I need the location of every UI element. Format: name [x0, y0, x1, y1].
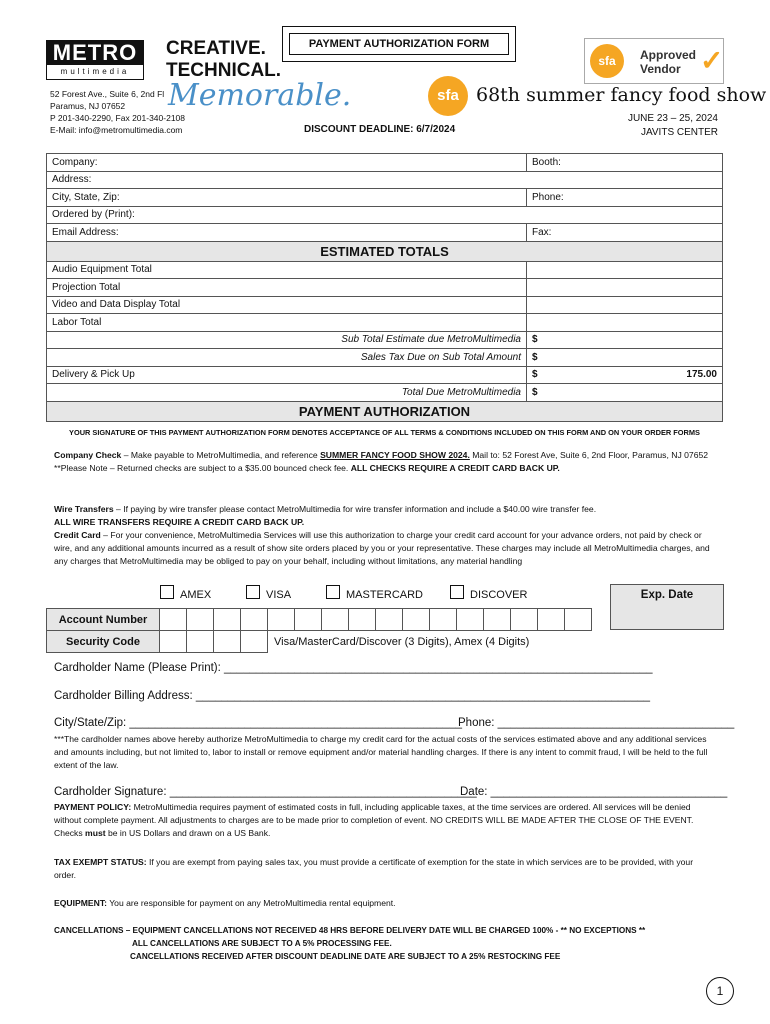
- currency-symbol: $: [532, 386, 538, 398]
- cardholder-name-field[interactable]: Cardholder Name (Please Print): ___________________________________________________________________: [54, 662, 653, 674]
- company-address: [50, 88, 185, 136]
- logo-text: METRO: [47, 41, 143, 65]
- tagline-line1: CREATIVE.: [166, 38, 266, 59]
- mastercard-option[interactable]: [326, 585, 423, 601]
- cancellation-policy: [54, 924, 716, 963]
- cancellation-line1: CANCELLATIONS – EQUIPMENT CANCELLATIONS NOT RECEIVED 48 HRS BEFORE DELIVERY DATE WILL BE CHARGED 100% - ** NO EXCEPTIONS **: [54, 926, 646, 935]
- mastercard-label: MASTERCARD: [346, 589, 424, 601]
- exp-date-field[interactable]: [610, 584, 724, 630]
- sfa-small-logo: sfa: [590, 44, 624, 78]
- amex-checkbox[interactable]: [160, 585, 174, 599]
- logo-subtext: multimedia: [60, 67, 130, 76]
- wire-transfer-paragraph: [54, 503, 716, 568]
- check-note-bold: ALL CHECKS REQUIRE A CREDIT CARD BACK UP.: [350, 463, 560, 473]
- exp-date-label: Exp. Date: [640, 589, 694, 601]
- equipment-label: EQUIPMENT:: [54, 898, 107, 908]
- fax-field[interactable]: [527, 224, 723, 242]
- security-digit[interactable]: [241, 631, 268, 653]
- account-digit[interactable]: [376, 609, 403, 631]
- security-digit[interactable]: [214, 631, 241, 653]
- tax-exempt-label: TAX EXEMPT STATUS:: [54, 857, 147, 867]
- account-digit[interactable]: [484, 609, 511, 631]
- currency-symbol: $: [532, 369, 538, 381]
- company-check-paragraph: [54, 449, 716, 475]
- equipment-text: You are responsible for payment on any MetroMultimedia rental equipment.: [107, 898, 396, 908]
- currency-symbol: $: [532, 334, 538, 346]
- account-digit[interactable]: [187, 609, 214, 631]
- mastercard-checkbox[interactable]: [326, 585, 340, 599]
- city-state-zip-label: City, State, Zip:: [52, 191, 120, 203]
- account-number-table: [46, 608, 592, 653]
- account-digit[interactable]: [322, 609, 349, 631]
- account-digit[interactable]: [214, 609, 241, 631]
- show-venue: JAVITS CENTER: [640, 127, 718, 138]
- signature-date-field[interactable]: Date: _____________________________________: [460, 786, 728, 798]
- tax-exempt-status: [54, 856, 716, 882]
- form-title: PAYMENT AUTHORIZATION FORM: [289, 33, 509, 55]
- account-digit[interactable]: [241, 609, 268, 631]
- check-note: **Please Note – Returned checks are subject to a $35.00 bounced check fee.: [54, 463, 351, 473]
- company-label: Company:: [52, 156, 98, 168]
- account-digit[interactable]: [403, 609, 430, 631]
- delivery-value[interactable]: [527, 366, 723, 384]
- video-total-label: Video and Data Display Total: [47, 296, 527, 314]
- estimated-totals-heading: ESTIMATED TOTALS: [47, 241, 723, 261]
- wire-bold: ALL WIRE TRANSFERS REQUIRE A CREDIT CARD BACK UP.: [54, 517, 305, 527]
- check-label: Company Check: [54, 450, 122, 460]
- account-digit[interactable]: [349, 609, 376, 631]
- payment-policy-must: must: [85, 828, 106, 838]
- subtotal-label: Sub Total Estimate due MetroMultimedia: [47, 331, 527, 349]
- total-due-label: Total Due MetroMultimedia: [47, 384, 527, 402]
- authorization-statement: ***The cardholder names above hereby authorize MetroMultimedia to charge my credit card for the actual costs of the services estimated above and any additional services and amounts including, but not limited to, labor to install or remove equipment and/or material handling charges. If there is any intent to commit fraud, I will be held to the full extent of the law.: [54, 734, 708, 770]
- page-number: 1: [706, 977, 734, 1005]
- tagline-line2: TECHNICAL.: [166, 60, 282, 81]
- approved-line2: Vendor: [640, 62, 681, 76]
- city-state-zip-field[interactable]: [47, 189, 527, 207]
- order-table: [46, 153, 723, 422]
- ordered-by-field[interactable]: [47, 206, 723, 224]
- credit-card-text: – For your convenience, MetroMultimedia Services will use this authorization to charge your credit card account for your advance orders, not paid by check or wire, and any additional amounts incurred as a result of show site orders placed by you or your representative. These charges may include all MetroMultimedia charges, and any charges that MetroMultimedia may be obliged to pay on your behalf, including without limitations, any material handling: [54, 530, 710, 566]
- cardholder-billing-field[interactable]: Cardholder Billing Address: _______________________________________________________________________: [54, 690, 651, 702]
- approved-vendor-text: [640, 48, 696, 76]
- tax-exempt-text: If you are exempt from paying sales tax, you must provide a certificate of exemption for the state in which services are to be provided, with your order.: [54, 857, 694, 880]
- account-digit[interactable]: [268, 609, 295, 631]
- discover-option[interactable]: [450, 585, 527, 601]
- show-title: 68th summer fancy food show: [476, 84, 767, 106]
- form-title-box: [282, 26, 516, 62]
- account-digit[interactable]: [430, 609, 457, 631]
- show-date-range: JUNE 23 – 25, 2024: [627, 113, 718, 124]
- payment-policy-text: MetroMultimedia requires payment of estimated costs in full, including applicable taxes, at the time services are ordered. All services will be denied without complete payment. All adjustments to charges are to be made prior to completion of event. NO CREDITS WILL BE MADE AFTER THE CLOSE OF THE EVENT. Checks: [54, 802, 694, 838]
- company-field[interactable]: [47, 154, 527, 172]
- payment-policy-label: PAYMENT POLICY:: [54, 802, 132, 812]
- discover-checkbox[interactable]: [450, 585, 464, 599]
- equipment-policy: [54, 897, 716, 910]
- account-digit[interactable]: [295, 609, 322, 631]
- cardholder-city-field[interactable]: City/State/Zip: ____________________________________________________: [54, 717, 462, 729]
- currency-symbol: $: [532, 351, 538, 363]
- approved-line1: Approved: [640, 48, 697, 62]
- check-text: – Make payable to MetroMultimedia, and reference: [121, 450, 321, 460]
- email-label: Email Address:: [52, 226, 119, 238]
- total-due-value[interactable]: [527, 384, 723, 402]
- security-digit[interactable]: [187, 631, 214, 653]
- labor-total-value[interactable]: [527, 314, 723, 332]
- booth-field[interactable]: [527, 154, 723, 172]
- payment-policy: [54, 801, 716, 840]
- ordered-by-label: Ordered by (Print):: [52, 209, 135, 221]
- labor-total-label: Labor Total: [47, 314, 527, 332]
- cardholder-phone-field[interactable]: Phone: _____________________________________: [458, 717, 735, 729]
- acceptance-notice: YOUR SIGNATURE OF THIS PAYMENT AUTHORIZATION FORM DENOTES ACCEPTANCE OF ALL TERMS & CONDITIONS INCLUDED ON THIS FORM AND ON YOUR ORDER FORMS: [69, 428, 700, 437]
- address-line2: Paramus, NJ 07652: [50, 101, 126, 111]
- account-digit[interactable]: [511, 609, 538, 631]
- booth-label: Booth:: [532, 156, 561, 168]
- address-field[interactable]: [47, 171, 723, 189]
- cardholder-signature-field[interactable]: Cardholder Signature: ________________________________________________: [54, 786, 477, 798]
- sales-tax-label: Sales Tax Due on Sub Total Amount: [47, 349, 527, 367]
- check-mail-to: Mail to: 52 Forest Ave, Suite 6, 2nd Floor, Paramus, NJ 07652: [469, 450, 709, 460]
- payment-policy-end: be in US Dollars and drawn on a US Bank.: [105, 828, 271, 838]
- account-number-label: Account Number: [47, 609, 160, 631]
- address-line1: 52 Forest Ave., Suite 6, 2nd Fl: [50, 89, 165, 99]
- visa-checkbox[interactable]: [246, 585, 260, 599]
- tagline: [166, 38, 281, 82]
- account-digit[interactable]: [565, 609, 592, 631]
- delivery-amount: 175.00: [686, 369, 717, 381]
- fax-label: Fax:: [532, 226, 552, 238]
- email-field[interactable]: [47, 224, 527, 242]
- payment-authorization-heading: PAYMENT AUTHORIZATION: [47, 401, 723, 421]
- credit-card-label: Credit Card: [54, 530, 101, 540]
- cancellation-line2: ALL CANCELLATIONS ARE SUBJECT TO A 5% PROCESSING FEE.: [132, 939, 392, 948]
- sales-tax-value[interactable]: [527, 349, 723, 367]
- projection-total-value[interactable]: [527, 279, 723, 297]
- metro-logo: [46, 40, 144, 80]
- sfa-logo: sfa: [428, 76, 468, 116]
- security-digit[interactable]: [160, 631, 187, 653]
- checkmark-icon: ✓: [700, 45, 724, 76]
- phone-field[interactable]: [527, 189, 723, 207]
- projection-total-label: Projection Total: [47, 279, 527, 297]
- video-total-value[interactable]: [527, 296, 723, 314]
- wire-label: Wire Transfers: [54, 504, 114, 514]
- address-line3: P 201-340-2290, Fax 201-340-2108: [50, 113, 185, 123]
- subtotal-value[interactable]: [527, 331, 723, 349]
- security-code-note: Visa/MasterCard/Discover (3 Digits), Amex (4 Digits): [274, 635, 530, 648]
- show-dates: [600, 112, 718, 140]
- amex-option[interactable]: [160, 585, 211, 601]
- visa-label: VISA: [266, 589, 292, 601]
- amex-label: AMEX: [180, 589, 212, 601]
- account-digit[interactable]: [160, 609, 187, 631]
- account-digit[interactable]: [538, 609, 565, 631]
- wire-text: – If paying by wire transfer please contact MetroMultimedia for wire transfer information and include a $40.00 wire transfer fee.: [113, 504, 597, 514]
- address-label: Address:: [52, 174, 92, 186]
- visa-option[interactable]: [246, 585, 291, 601]
- discover-label: DISCOVER: [470, 589, 528, 601]
- audio-total-label: Audio Equipment Total: [47, 261, 527, 279]
- check-reference: SUMMER FANCY FOOD SHOW 2024.: [320, 450, 470, 460]
- tagline-script: Memorable.: [168, 78, 352, 113]
- delivery-label: Delivery & Pick Up: [47, 366, 527, 384]
- account-digit[interactable]: [457, 609, 484, 631]
- security-code-label: Security Code: [47, 631, 160, 653]
- discount-deadline: DISCOUNT DEADLINE: 6/7/2024: [304, 124, 456, 135]
- cancellation-line3: CANCELLATIONS RECEIVED AFTER DISCOUNT DEADLINE DATE ARE SUBJECT TO A 25% RESTOCKING FEE: [130, 952, 561, 961]
- address-line4: E-Mail: info@metromultimedia.com: [50, 125, 183, 135]
- phone-label: Phone:: [532, 191, 564, 203]
- audio-total-value[interactable]: [527, 261, 723, 279]
